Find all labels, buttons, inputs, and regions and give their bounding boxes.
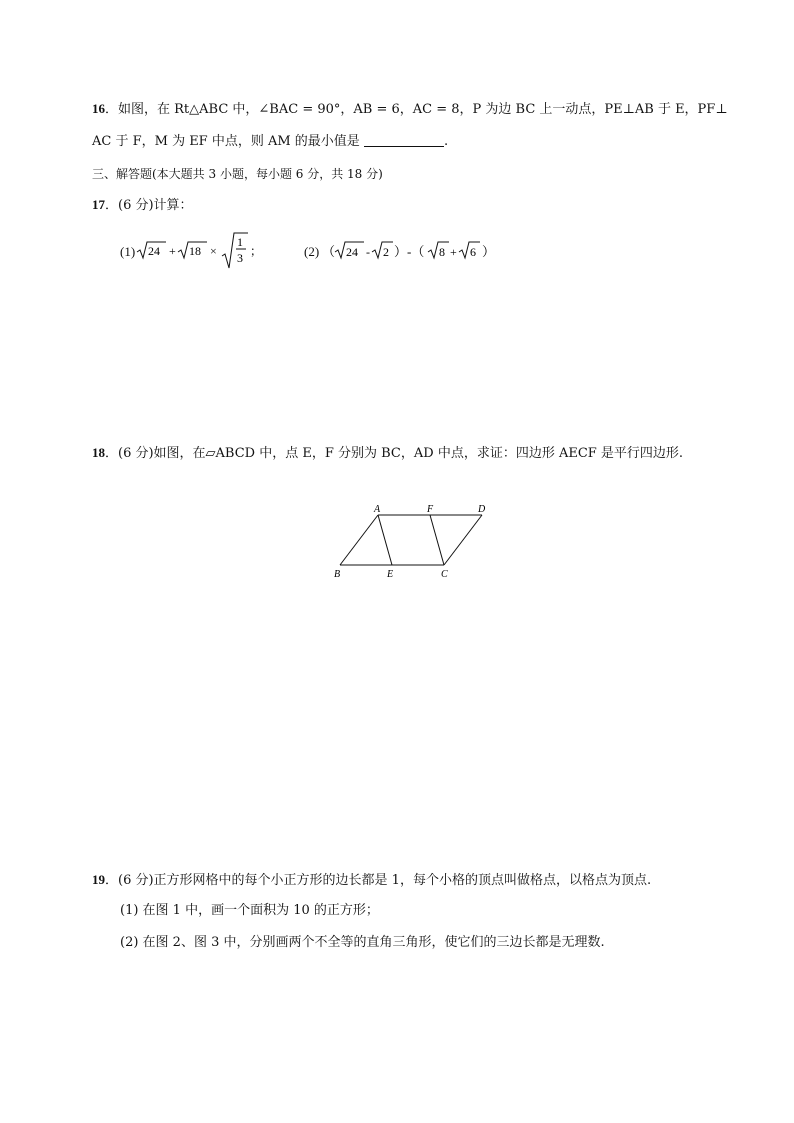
svg-text:8: 8 (439, 245, 445, 259)
q16-number: 16 (92, 101, 105, 116)
section-heading (92, 165, 383, 183)
svg-text:-: - (366, 245, 370, 259)
q19-item1 (120, 902, 379, 920)
label-E: E (387, 569, 394, 580)
q19-line (92, 871, 651, 890)
svg-text:）-（: ）-（ (394, 244, 425, 259)
q17-part1-expr-text (120, 232, 121, 233)
q19-text: ．(6 分)正方形网格中的每个小正方形的边长都是 1，每个小格的顶点叫做格点，以格点为顶点. (105, 873, 652, 888)
label-B: B (334, 569, 341, 580)
svg-text:+: + (169, 244, 176, 258)
svg-text:24: 24 (148, 244, 160, 258)
q17-part2-expression (322, 232, 496, 272)
q16-text-line2: AC 于 F，M 为 EF 中点，则 AM 的最小值是 (92, 134, 360, 149)
q19-item1-text: (1) 在图 1 中，画一个面积为 10 的正方形； (120, 903, 379, 918)
q16-line1 (92, 100, 728, 119)
q17-part2-expr-text (304, 232, 305, 233)
answer-blank[interactable] (364, 132, 444, 147)
svg-text:2: 2 (383, 245, 389, 259)
side-AB (340, 515, 378, 565)
q19-number: 19 (92, 872, 105, 887)
svg-text:（: （ (322, 244, 336, 259)
q16-line2 (92, 132, 448, 151)
q16-period: . (443, 134, 449, 149)
q17-number: 17 (92, 197, 105, 212)
svg-text:+: + (450, 245, 457, 259)
svg-text:18: 18 (189, 244, 201, 258)
q17-part2 (304, 232, 494, 272)
q17-text: ．(6 分)计算： (105, 198, 193, 213)
svg-text:6: 6 (470, 245, 476, 259)
q17-head (92, 196, 193, 215)
section-title: 三、解答题(本大题共 3 小题，每小题 6 分，共 18 分) (92, 167, 383, 181)
svg-text:24: 24 (346, 245, 358, 259)
segment-AE (378, 515, 392, 565)
q19-item2-text: (2) 在图 2、图 3 中，分别画两个不全等的直角三角形，使它们的三边长都是无理数. (120, 935, 605, 950)
svg-text:1: 1 (237, 235, 243, 249)
label-F: F (427, 504, 434, 515)
segment-FC (430, 515, 444, 565)
q18-line (92, 444, 683, 463)
q19-item2 (120, 934, 605, 952)
q17-part1-expression (136, 230, 266, 272)
svg-text:；: ； (250, 244, 263, 258)
label-C: C (441, 569, 448, 580)
svg-text:×: × (210, 244, 217, 258)
q17-part1-label: (1) (120, 244, 136, 259)
q17-part2-label: (2) (304, 244, 320, 259)
q18-text: ．(6 分)如图，在▱ABCD 中，点 E，F 分别为 BC，AD 中点，求证：四边形 AECF 是平行四边形. (105, 446, 684, 461)
svg-text:）: ） (482, 244, 496, 259)
svg-text:3: 3 (237, 251, 243, 265)
q16-text-line1: ．如图，在 Rt△ABC 中，∠BAC = 90°，AB = 6，AC = 8，P 为边 BC 上一动点，PE⊥AB 于 E，PF⊥ (105, 102, 728, 117)
label-D: D (478, 504, 486, 515)
parallelogram-figure (330, 502, 500, 582)
q17-part1 (120, 232, 263, 272)
q18-number: 18 (92, 445, 105, 460)
label-A: A (374, 504, 381, 515)
side-DC (444, 515, 482, 565)
